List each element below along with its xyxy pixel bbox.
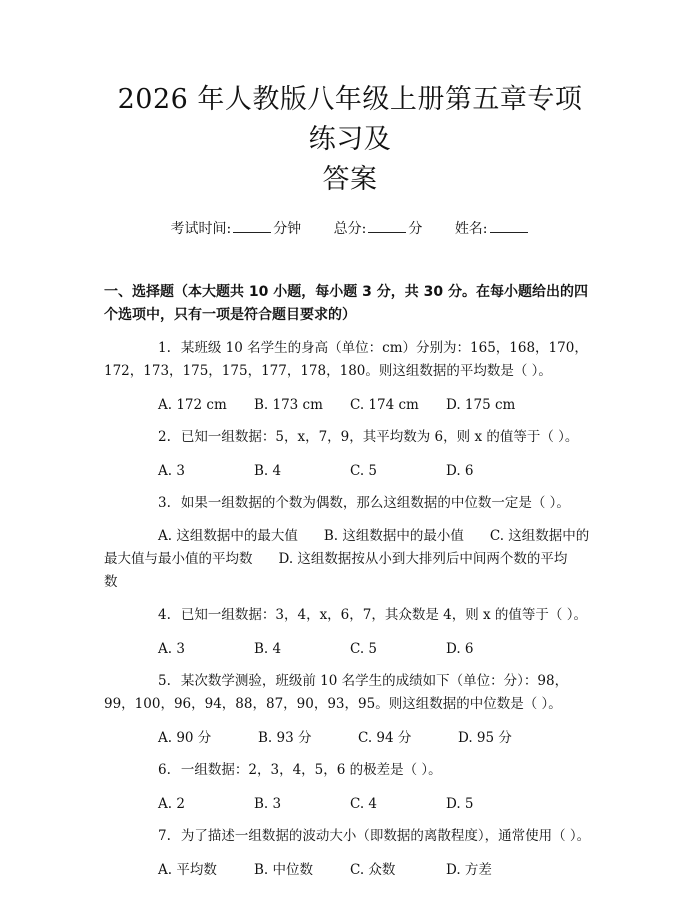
question-6-options <box>104 793 596 815</box>
question-7-options <box>104 859 596 881</box>
option-d: D. 5 <box>446 796 474 812</box>
option-a: A. 平均数 <box>158 862 217 878</box>
option-d: D. 6 <box>446 641 474 657</box>
question-5 <box>104 670 596 716</box>
option-b: B. 4 <box>254 463 282 479</box>
question-number: 2. <box>158 429 171 445</box>
option-b: B. 4 <box>254 641 282 657</box>
question-text: 一组数据：2，3，4，5，6 的极差是（ ）。 <box>180 762 442 778</box>
student-name-label: 姓名: <box>454 221 488 237</box>
title-line-1: 2026 年人教版八年级上册第五章专项练习及 <box>117 84 583 155</box>
question-2-options <box>104 460 596 482</box>
question-number: 1. <box>158 340 171 356</box>
option-a: A. 3 <box>158 463 185 479</box>
total-score-blank <box>368 218 406 233</box>
option-b: B. 93 分 <box>258 730 312 746</box>
option-a: A. 这组数据中的最大值 <box>158 528 298 544</box>
option-b: B. 这组数据中的最小值 <box>323 528 464 544</box>
exam-time-label: 考试时间: <box>170 221 232 237</box>
exam-time-unit: 分钟 <box>273 221 302 237</box>
question-number: 6. <box>158 762 171 778</box>
exam-time-field <box>170 218 301 239</box>
question-number: 3. <box>158 495 171 511</box>
question-5-options <box>104 727 596 749</box>
question-number: 4. <box>158 607 171 623</box>
question-text: 某班级 10 名学生的身高（单位：cm）分别为：165，168，170，172，173，175，175，177，178，180。则这组数据的平均数是（ ）。 <box>104 340 588 379</box>
question-7 <box>104 825 596 848</box>
title-line-2: 答案 <box>322 164 378 195</box>
question-4-options <box>104 638 596 660</box>
question-6 <box>104 759 596 782</box>
question-4 <box>104 604 596 627</box>
question-2 <box>104 426 596 449</box>
option-c: C. 174 cm <box>350 397 419 413</box>
exam-info <box>104 218 596 239</box>
question-text: 已知一组数据：3，4，x，6，7，其众数是 4，则 x 的值等于（ ）。 <box>180 607 587 623</box>
question-3 <box>104 492 596 515</box>
option-d: D. 这组数据按从小到大排列后中间两个数的平均数 <box>104 551 568 590</box>
option-b: B. 3 <box>254 796 282 812</box>
option-d: D. 175 cm <box>446 397 516 413</box>
question-3-options <box>104 525 596 594</box>
option-a: A. 3 <box>158 641 185 657</box>
option-a: A. 172 cm <box>158 397 227 413</box>
section-heading-multiple-choice: 一、选择题（本大题共 10 小题，每小题 3 分，共 30 分。在每小题给出的四个选项中，只有一项是符合题目要求的） <box>104 284 588 323</box>
option-d: D. 95 分 <box>458 730 512 746</box>
option-c: C. 94 分 <box>358 730 412 746</box>
total-score-unit: 分 <box>408 221 423 237</box>
option-c: C. 5 <box>350 463 378 479</box>
exam-time-blank <box>233 218 271 233</box>
option-d: D. 方差 <box>446 862 492 878</box>
student-name-blank <box>490 218 528 233</box>
option-a: A. 2 <box>158 796 185 812</box>
question-text: 某次数学测验，班级前 10 名学生的成绩如下（单位：分）：98，99，100，96，94，88，87，90，93，95。则这组数据的中位数是（ ）。 <box>104 673 569 712</box>
student-name-field <box>455 218 530 239</box>
option-c: C. 5 <box>350 641 378 657</box>
option-a: A. 90 分 <box>158 730 212 746</box>
option-c: C. 4 <box>350 796 378 812</box>
question-1 <box>104 337 596 383</box>
total-score-label: 总分: <box>333 221 367 237</box>
total-score-field <box>334 218 423 239</box>
option-c: C. 众数 <box>350 862 396 878</box>
question-text: 已知一组数据：5，x，7，9，其平均数为 6，则 x 的值等于（ ）。 <box>180 429 579 445</box>
option-d: D. 6 <box>446 463 474 479</box>
question-1-options <box>104 394 596 416</box>
document-title <box>104 80 596 200</box>
question-number: 7. <box>158 828 171 844</box>
question-number: 5. <box>158 673 171 689</box>
option-b: B. 中位数 <box>254 862 314 878</box>
question-text: 如果一组数据的个数为偶数，那么这组数据的中位数一定是（ ）。 <box>180 495 570 511</box>
option-b: B. 173 cm <box>254 397 323 413</box>
option-c: C. 这组数据中的最大值与最小值的平均数 <box>104 528 590 567</box>
question-text: 为了描述一组数据的波动大小（即数据的离散程度），通常使用（ ）。 <box>180 828 591 844</box>
